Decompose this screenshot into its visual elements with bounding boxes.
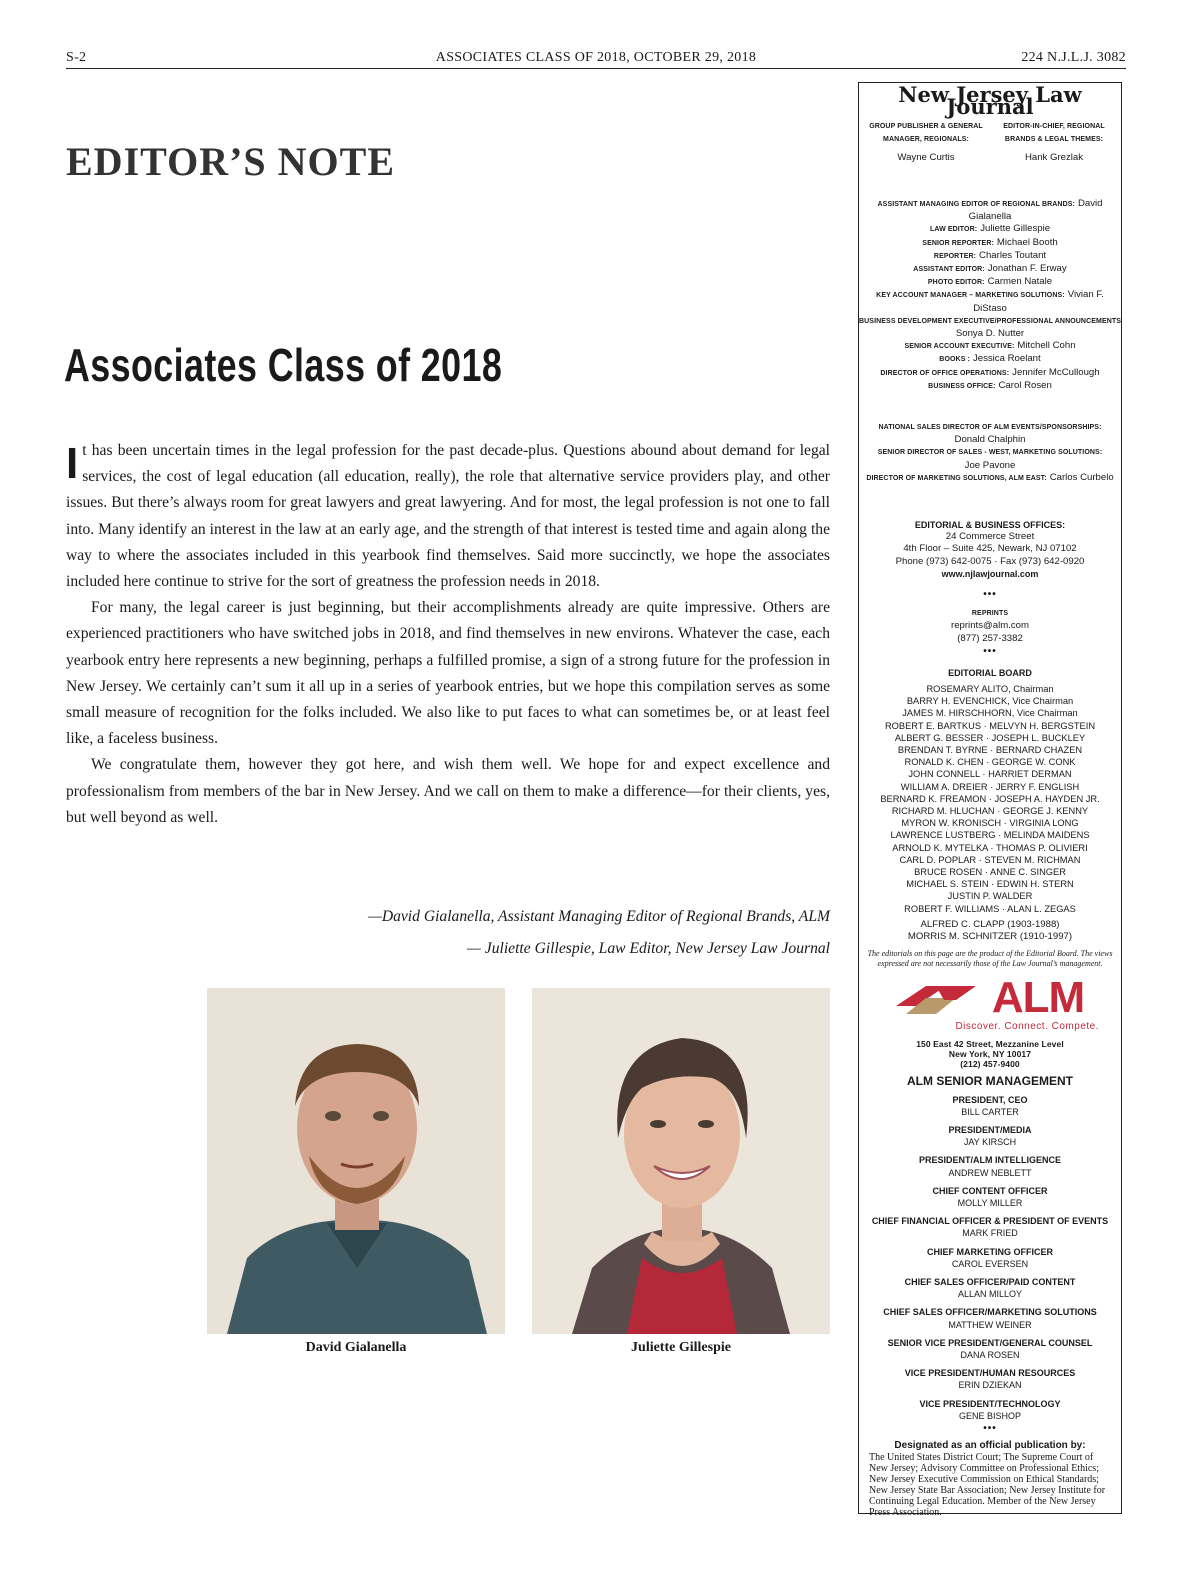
- mgmt-role: PRESIDENT/ALM INTELLIGENCE: [918, 1155, 1061, 1166]
- staff-line: [859, 276, 1121, 289]
- board-title: EDITORIAL BOARD: [948, 667, 1032, 678]
- editor-in-chief-title: EDITOR-IN-CHIEF, REGIONAL BRANDS & LEGAL THEMES:: [1003, 123, 1105, 143]
- board-member: ROBERT E. BARTKUS · MELVYN H. BERGSTEIN: [884, 720, 1096, 731]
- board-member: JUSTIN P. WALDER: [947, 891, 1033, 902]
- staff-list: [859, 198, 1121, 393]
- reprints-title: REPRINTS: [971, 610, 1009, 618]
- mgmt-role: VICE PRESIDENT/HUMAN RESOURCES: [904, 1368, 1076, 1379]
- staff-name: Joe Pavone: [964, 459, 1016, 471]
- staff-role: REPORTER:: [933, 252, 977, 260]
- photo-juliette-gillespie: [532, 988, 830, 1334]
- alm-wordmark: ALM: [991, 973, 1085, 1023]
- mgmt-role: PRESIDENT/MEDIA: [948, 1124, 1032, 1135]
- staff-role: NATIONAL SALES DIRECTOR OF ALM EVENTS/SPONSORSHIPS:: [878, 424, 1102, 432]
- board-member: BRENDAN T. BYRNE · BERNARD CHAZEN: [897, 744, 1083, 755]
- staff-line: [859, 380, 1121, 393]
- board-member: WILLIAM A. DREIER · JERRY F. ENGLISH: [900, 781, 1080, 792]
- running-header: [66, 50, 1126, 68]
- issue-title: ASSOCIATES CLASS OF 2018, OCTOBER 29, 2018: [435, 50, 757, 65]
- staff-line: [859, 421, 1121, 434]
- sales-list: [859, 421, 1121, 485]
- mgmt-role: VICE PRESIDENT/TECHNOLOGY: [919, 1398, 1061, 1409]
- board-member: ALBERT G. BESSER · JOSEPH L. BUCKLEY: [894, 732, 1086, 743]
- board-past-member: ALFRED C. CLAPP (1903-1988): [920, 918, 1060, 930]
- alm-chevron-icon: [896, 978, 986, 1018]
- staff-role: PHOTO EDITOR:: [927, 279, 985, 287]
- disclaimer: The editorials on this page are the product of the Editorial Board. The views expressed are not necessarily those of the Law Journal’s management.: [867, 949, 1113, 969]
- staff-line: [859, 367, 1121, 380]
- alm-logo: [859, 975, 1121, 1021]
- staff-line: [859, 315, 1121, 328]
- staff-role: ASSISTANT EDITOR:: [913, 266, 985, 274]
- alm-address: 150 East 42 Street, Mezzanine Level: [916, 1039, 1064, 1050]
- designated-title: Designated as an official publication by:: [894, 1440, 1086, 1452]
- staff-line: [859, 289, 1121, 314]
- paragraph-1: [66, 438, 830, 595]
- separator-dots: •••: [983, 1423, 997, 1435]
- masthead: [858, 82, 1122, 1519]
- mgmt-name: MOLLY MILLER: [957, 1198, 1023, 1208]
- staff-line: [859, 263, 1121, 276]
- offices-line: Phone (973) 642-0075 · Fax (973) 642-0920: [895, 555, 1085, 567]
- staff-name: Carmen Natale: [987, 276, 1053, 288]
- page-number: S-2: [66, 50, 87, 65]
- staff-role: LAW EDITOR:: [929, 226, 978, 234]
- paragraph-1-text: t has been uncertain times in the legal profession for the past decade-plus. Questions abound about demand for legal services, the cost of legal education (all education, really), the role that alternative service providers play, and other issues. But there’s always room for great lawyers and great lawyering. And for most, the legal profession is not one to fall into. Many identify an interest in the law at an early age, and the strength of that interest is tested time and again along the way to where the associates included in this yearbook find themselves. Said more succinctly, we hope the associates included here continue to strive for the sort of greatness the profession needs in 2018.: [66, 442, 830, 591]
- staff-name: Michael Booth: [996, 236, 1058, 248]
- publisher-title: GROUP PUBLISHER & GENERAL MANAGER, REGIONALS:: [869, 123, 983, 143]
- signature-2: — Juliette Gillespie, Law Editor, New Jersey Law Journal: [467, 940, 830, 957]
- mgmt-name: DANA ROSEN: [960, 1350, 1020, 1361]
- staff-line: [859, 328, 1121, 340]
- staff-name: Donald Chalphin: [954, 434, 1026, 446]
- staff-role: BUSINESS DEVELOPMENT EXECUTIVE/PROFESSIONAL ANNOUNCEMENTS: [859, 317, 1122, 325]
- board-member: ROBERT F. WILLIAMS · ALAN L. ZEGAS: [904, 903, 1076, 914]
- board-member: CARL D. POPLAR · STEVEN M. RICHMAN: [899, 854, 1081, 865]
- staff-name: Jennifer McCullough: [1012, 366, 1100, 378]
- mgmt-name: ERIN DZIEKAN: [958, 1380, 1022, 1391]
- photo-david-gialanella: [207, 988, 505, 1334]
- staff-name: Mitchell Cohn: [1017, 340, 1076, 352]
- staff-line: [859, 460, 1121, 472]
- board-member: ROSEMARY ALITO, Chairman: [926, 683, 1054, 694]
- drop-cap: I: [66, 439, 79, 488]
- signature-1: —David Gialanella, Assistant Managing Editor of Regional Brands, ALM: [367, 908, 830, 925]
- staff-role: KEY ACCOUNT MANAGER – MARKETING SOLUTIONS:: [876, 292, 1065, 300]
- staff-line: [859, 250, 1121, 263]
- board-member: BRUCE ROSEN · ANNE C. SINGER: [914, 866, 1066, 877]
- staff-name: Jonathan F. Erway: [987, 263, 1067, 275]
- publisher-editor-block: [859, 121, 1121, 164]
- portrait-woman-image: [532, 988, 830, 1334]
- paragraph-2: For many, the legal career is just beginning, but their accomplishments already are quite impressive. Others are experienced practitioners who have switched jobs in 2018, and find themselves in new environs. Whatever the case, each yearbook entry here represents a new beginning, perhaps a fulfilled promise, a sign of a strong future for the profession in New Jersey. We certainly can’t sum it all up in a series of yearbook entries, but we hope this compilation serves as some small measure of recognition for the folks included. We also like to put faces to what can sometimes be, or at least feel like, a faceless business.: [66, 599, 830, 748]
- portrait-man-image: [207, 988, 505, 1334]
- website-link[interactable]: www.njlawjournal.com: [941, 568, 1039, 579]
- board-member: BERNARD K. FREAMON · JOSEPH A. HAYDEN JR.: [880, 793, 1100, 804]
- staff-line: [859, 237, 1121, 250]
- offices-title: EDITORIAL & BUSINESS OFFICES:: [914, 520, 1066, 531]
- paragraph-3: We congratulate them, however they got here, and wish them well. We hope for and expect excellence and professionalism from members of the bar in New Jersey. And we call on them to make a difference—for their clients, yes, but well beyond as well.: [66, 756, 830, 826]
- mgmt-role: CHIEF SALES OFFICER/MARKETING SOLUTIONS: [883, 1307, 1097, 1318]
- board-past-member: MORRIS M. SCHNITZER (1910-1997): [907, 930, 1073, 942]
- section-title: EDITOR’S NOTE: [66, 139, 396, 184]
- staff-role: SENIOR ACCOUNT EXECUTIVE:: [904, 343, 1015, 351]
- citation: 224 N.J.L.J. 3082: [1021, 50, 1126, 65]
- alm-phone: (212) 457-9400: [960, 1059, 1020, 1070]
- caption-david: David Gialanella: [305, 1340, 407, 1355]
- designated-text: The United States District Court; The Supreme Court of New Jersey; Advisory Committee on Professional Ethics; New Jersey Executive Commission on Ethical Standards; New Jersey State Bar Association; New Jersey Institute for Continuing Legal Education. Member of the New Jersey Press Association.: [869, 1452, 1106, 1519]
- board-member: ARNOLD K. MYTELKA · THOMAS P. OLIVIERI: [892, 842, 1088, 853]
- mgmt-name: ANDREW NEBLETT: [948, 1167, 1032, 1178]
- staff-role: SENIOR REPORTER:: [922, 239, 994, 247]
- staff-role: ASSISTANT MANAGING EDITOR OF REGIONAL BRANDS:: [877, 201, 1075, 209]
- caption-juliette: Juliette Gillespie: [631, 1340, 731, 1355]
- staff-name: Sonya D. Nutter: [955, 328, 1025, 340]
- mgmt-name: MARK FRIED: [962, 1228, 1018, 1239]
- staff-name: Juliette Gillespie: [980, 223, 1051, 235]
- staff-role: DIRECTOR OF MARKETING SOLUTIONS, ALM EAST:: [866, 474, 1047, 482]
- mgmt-title: ALM SENIOR MANAGEMENT: [907, 1074, 1073, 1089]
- board-member: RONALD K. CHEN · GEORGE W. CONK: [904, 757, 1076, 768]
- newspaper-logo: New Jersey Law Journal: [898, 82, 1082, 120]
- staff-line: [859, 223, 1121, 236]
- publisher-name: Wayne Curtis: [897, 151, 955, 163]
- mgmt-role: CHIEF CONTENT OFFICER: [932, 1185, 1048, 1196]
- staff-name: David Gialanella: [968, 198, 1103, 223]
- mgmt-role: CHIEF FINANCIAL OFFICER & PRESIDENT OF EVENTS: [871, 1216, 1109, 1227]
- mgmt-role: CHIEF SALES OFFICER/PAID CONTENT: [904, 1277, 1076, 1288]
- article-body: [66, 438, 830, 831]
- staff-line: [859, 198, 1121, 223]
- mgmt-role: CHIEF MARKETING OFFICER: [927, 1246, 1053, 1257]
- staff-name: Carlos Curbelo: [1049, 471, 1114, 483]
- alm-tagline: Discover. Connect. Compete.: [955, 1021, 1099, 1033]
- staff-role: SENIOR DIRECTOR OF SALES - WEST, MARKETING SOLUTIONS:: [877, 449, 1103, 457]
- board-member: LAWRENCE LUSTBERG · MELINDA MAIDENS: [890, 830, 1090, 841]
- staff-name: Vivian F. DiStaso: [973, 289, 1104, 314]
- board-member: JOHN CONNELL · HARRIET DERMAN: [908, 769, 1072, 780]
- offices-line: 24 Commerce Street: [945, 531, 1035, 543]
- board-member: MICHAEL S. STEIN · EDWIN H. STERN: [906, 879, 1074, 890]
- alm-address: New York, NY 10017: [948, 1049, 1032, 1060]
- mgmt-list: [859, 1094, 1121, 1422]
- staff-line: [859, 340, 1121, 353]
- staff-line: [859, 446, 1121, 459]
- headline: Associates Class of 2018: [64, 339, 503, 391]
- separator-dots: •••: [983, 645, 997, 657]
- mgmt-role: PRESIDENT, CEO: [952, 1094, 1028, 1105]
- staff-role: BUSINESS OFFICE:: [928, 382, 996, 390]
- staff-line: [859, 472, 1121, 485]
- reprints-email: reprints@alm.com: [951, 620, 1029, 632]
- staff-role: BOOKS :: [939, 356, 970, 364]
- board-member: RICHARD M. HLUCHAN · GEORGE J. KENNY: [891, 805, 1089, 816]
- mgmt-name: JAY KIRSCH: [963, 1137, 1017, 1148]
- editor-in-chief-name: Hank Grezlak: [1024, 151, 1084, 163]
- header-rule: [66, 68, 1126, 69]
- board-member: BARRY H. EVENCHICK, Vice Chairman: [906, 696, 1074, 707]
- staff-name: Carol Rosen: [998, 379, 1052, 391]
- reprints-phone: (877) 257-3382: [957, 632, 1023, 644]
- staff-name: Jessica Roelant: [972, 353, 1041, 365]
- staff-role: DIRECTOR OF OFFICE OPERATIONS:: [880, 369, 1010, 377]
- offices-line: 4th Floor – Suite 425, Newark, NJ 07102: [903, 543, 1077, 555]
- staff-name: Charles Toutant: [979, 249, 1047, 261]
- mgmt-name: CAROL EVERSEN: [951, 1258, 1029, 1269]
- board-member: MYRON W. KRONISCH · VIRGINIA LONG: [901, 818, 1079, 829]
- mgmt-name: BILL CARTER: [961, 1106, 1019, 1117]
- mgmt-role: SENIOR VICE PRESIDENT/GENERAL COUNSEL: [887, 1337, 1093, 1348]
- staff-line: [859, 434, 1121, 446]
- mgmt-name: MATTHEW WEINER: [948, 1319, 1032, 1330]
- board-member: JAMES M. HIRSCHHORN, Vice Chairman: [902, 708, 1078, 719]
- mgmt-name: GENE BISHOP: [958, 1410, 1021, 1421]
- staff-line: [859, 353, 1121, 366]
- board-list: [859, 683, 1121, 915]
- mgmt-name: ALLAN MILLOY: [957, 1289, 1023, 1300]
- separator-dots: •••: [983, 589, 997, 601]
